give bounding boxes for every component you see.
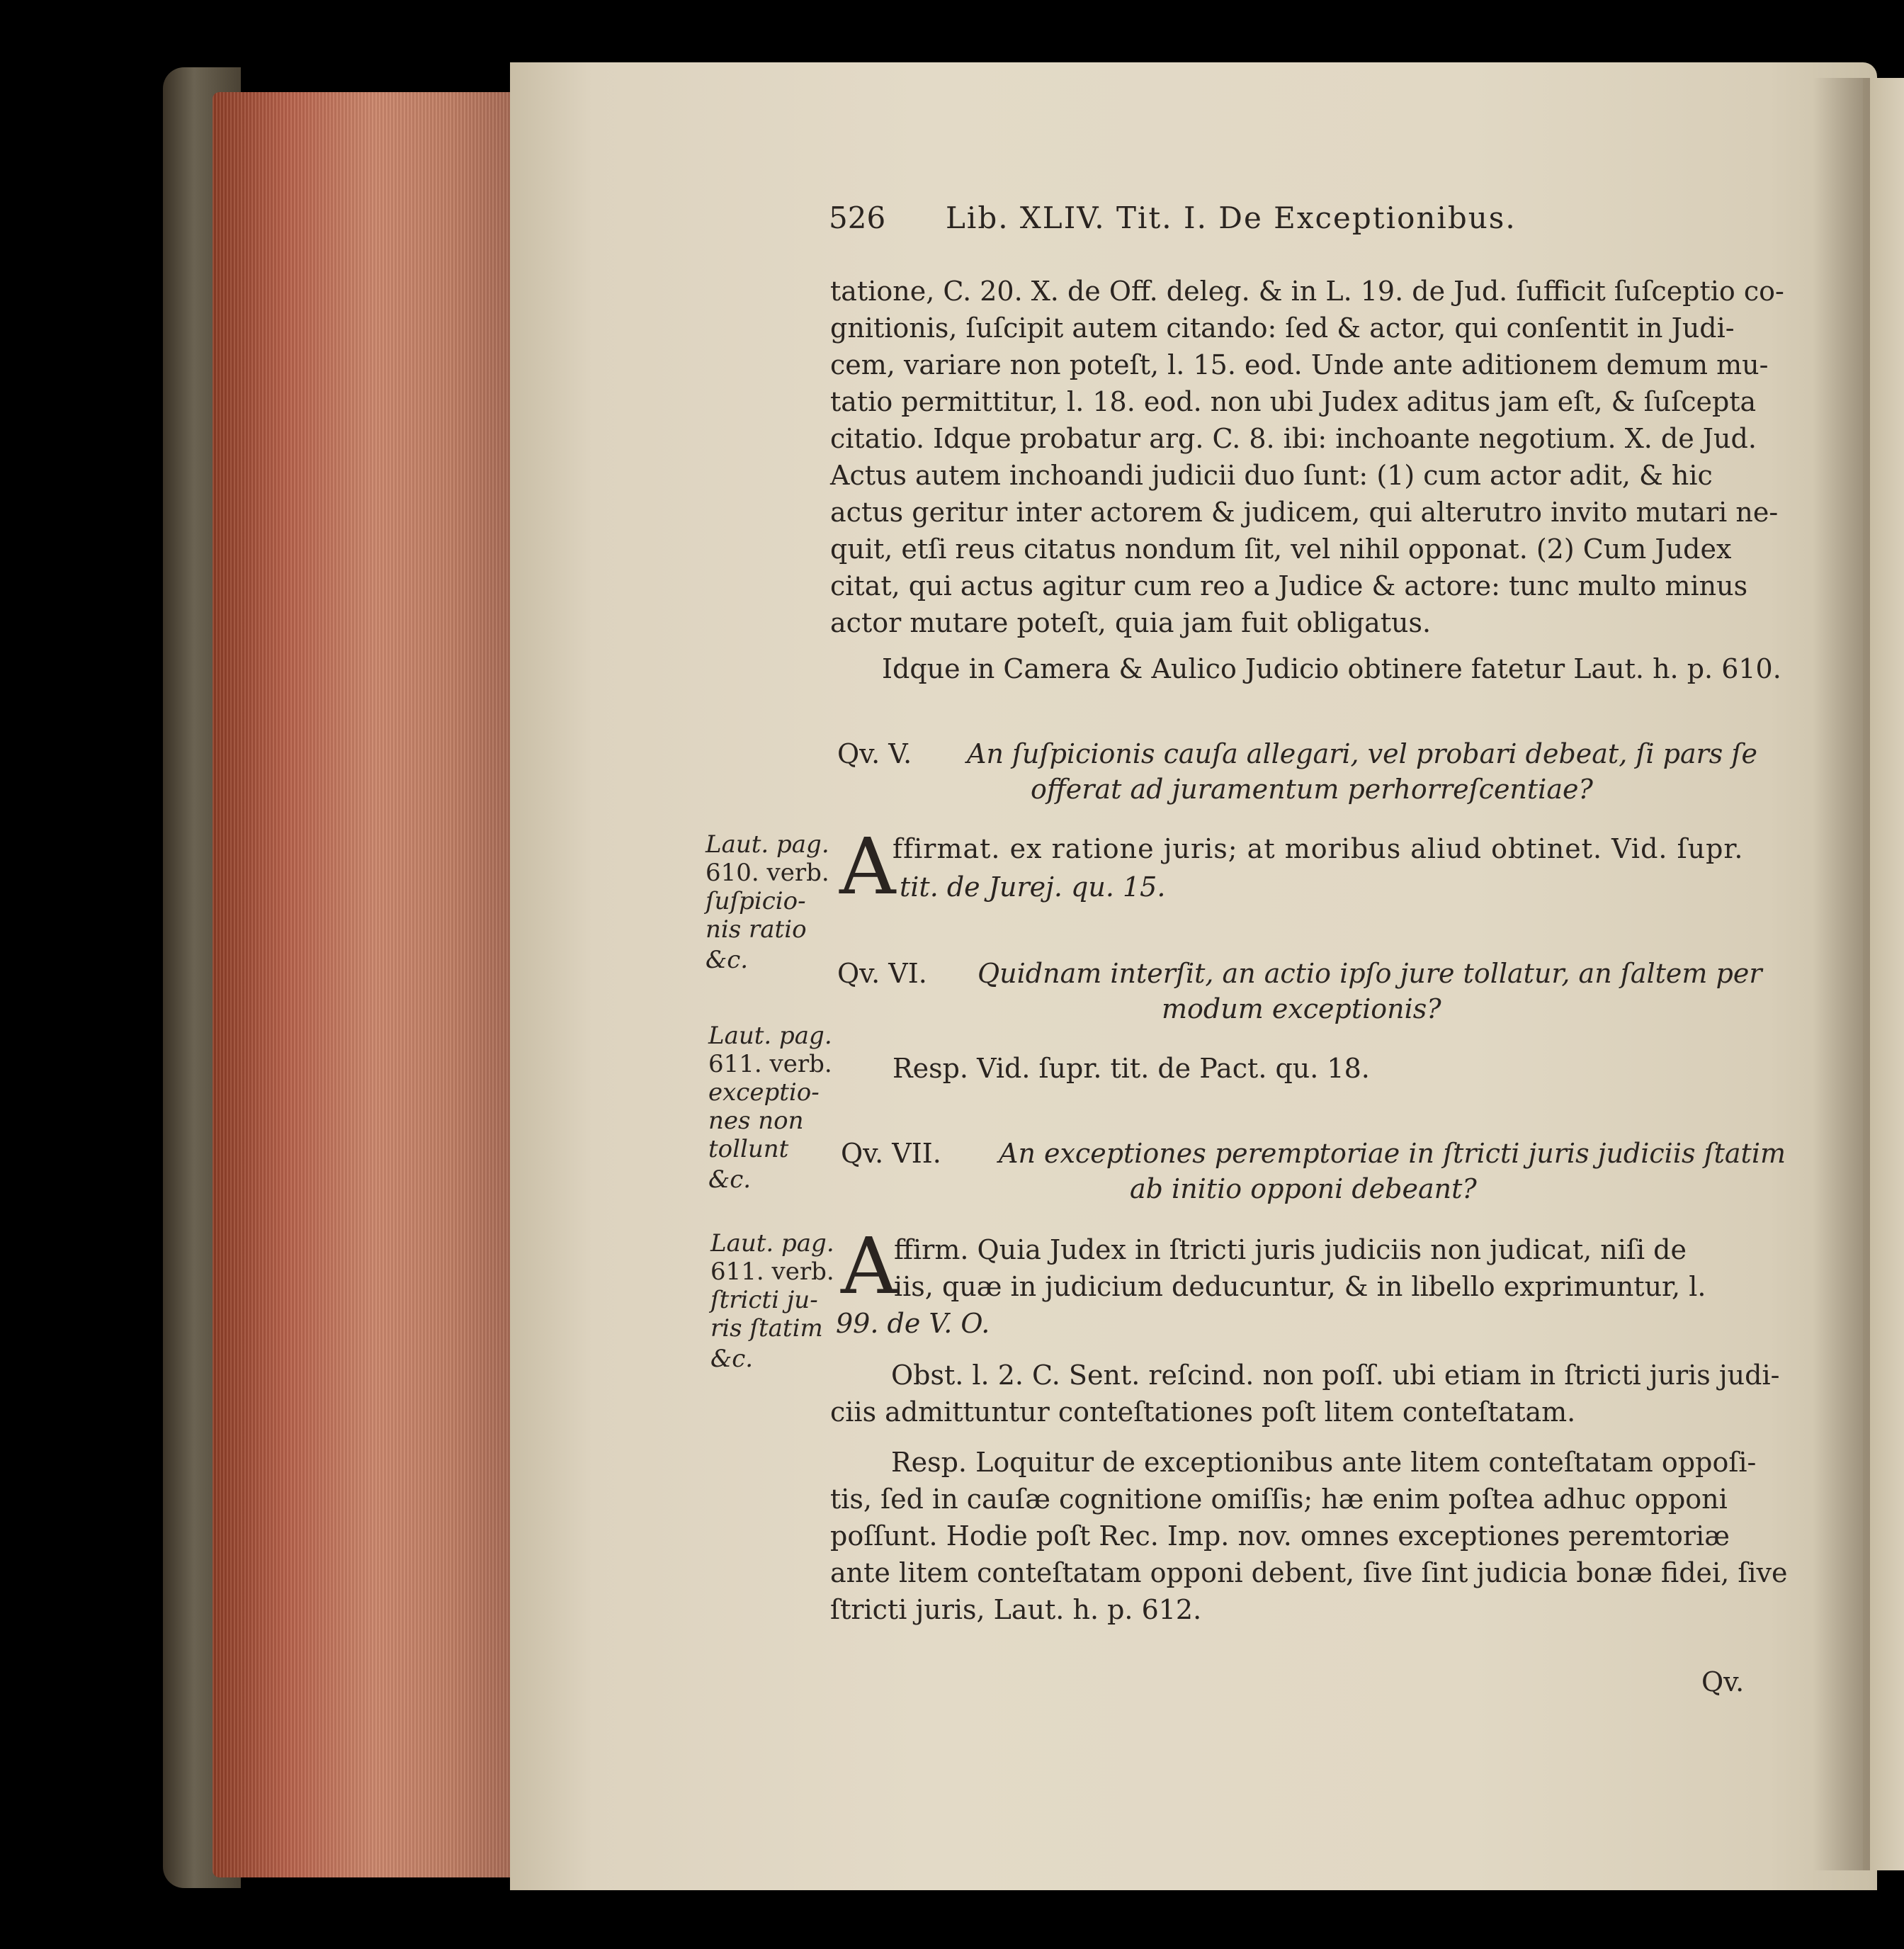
- response-text: poſſunt. Hodie poſt Rec. Imp. nov. omnes exceptiones peremtoriæ: [830, 1520, 1730, 1552]
- objection-text: ciis admittuntur conteſtationes poſt litem conteſtatam.: [830, 1396, 1576, 1428]
- drop-capital: A: [839, 821, 896, 912]
- question-label: Qv. VI.: [837, 958, 927, 989]
- response-text: Resp. Loquitur de exceptionibus ante litem conteſtatam oppoſi-: [891, 1447, 1757, 1478]
- answer-text: tit. de Jurej. qu. 15.: [900, 871, 1166, 903]
- marginal-note: 611. verb.: [710, 1258, 834, 1286]
- objection-text: Obst. l. 2. C. Sent. reſcind. non poſſ. ubi etiam in ſtricti juris judi-: [891, 1360, 1780, 1391]
- marginal-note: &c.: [710, 1345, 754, 1373]
- marginal-note: exceptio-: [708, 1078, 820, 1107]
- body-line: citatio. Idque probatur arg. C. 8. ibi: inchoante negotium. X. de Jud.: [830, 423, 1757, 454]
- marginal-note: Laut. pag.: [706, 830, 829, 859]
- catchword: Qv.: [1701, 1666, 1745, 1697]
- running-title: Lib. XLIV. Tit. I. De Exceptionibus.: [946, 200, 1517, 235]
- page-number: 526: [829, 200, 886, 235]
- response-text: ſtricti juris, Laut. h. p. 612.: [830, 1594, 1202, 1625]
- answer-text: iis, quæ in judicium deducuntur, & in libello exprimuntur, l.: [894, 1271, 1706, 1302]
- question-text: Quidnam interſit, an actio ipſo jure tollatur, an ſaltem per: [978, 958, 1762, 989]
- question-text: ab initio opponi debeant?: [1130, 1173, 1477, 1204]
- marginal-note: ris ſtatim: [710, 1314, 823, 1343]
- response-text: Resp. Vid. ſupr. tit. de Pact. qu. 18.: [892, 1053, 1370, 1084]
- body-line: tatio permittitur, l. 18. eod. non ubi Judex aditus jam eſt, & ſuſcepta: [830, 386, 1757, 417]
- marginal-note: Laut. pag.: [708, 1022, 832, 1050]
- marginal-note: nis ratio: [706, 915, 807, 944]
- drop-capital: A: [841, 1221, 897, 1311]
- paragraph-camera: Idque in Camera & Aulico Judicio obtinere fatetur Laut. h. p. 610.: [882, 653, 1781, 684]
- marginal-note: &c.: [706, 946, 749, 974]
- response-text: tis, ſed in cauſæ cognitione omiſſis; hæ enim poſtea adhuc opponi: [830, 1484, 1728, 1515]
- body-line: citat, qui actus agitur cum reo a Judice & actore: tunc multo minus: [830, 570, 1748, 601]
- marginal-note: Laut. pag.: [710, 1229, 834, 1258]
- answer-text: ffirm. Quia Judex in ſtricti juris judiciis non judicat, niſi de: [894, 1234, 1687, 1265]
- body-line: actor mutare poteſt, quia jam fuit obligatus.: [830, 607, 1432, 638]
- marginal-note: ſtricti ju-: [710, 1286, 818, 1314]
- marginal-note: tollunt: [708, 1135, 789, 1163]
- marginal-note: ſuſpicio-: [706, 887, 806, 915]
- question-text: An exceptiones peremptoriae in ſtricti juris judiciis ſtatim: [999, 1138, 1786, 1169]
- body-line: gnitionis, ſuſcipit autem citando: ſed & actor, qui conſentit in Judi-: [830, 312, 1735, 344]
- question-label: Qv. V.: [837, 738, 912, 769]
- body-line: Actus autem inchoandi judicii duo ſunt: (1) cum actor adit, & hic: [830, 460, 1713, 491]
- question-text: An ſuſpicionis cauſa allegari, vel probari debeat, ſi pars ſe: [967, 738, 1757, 769]
- question-text: offerat ad juramentum perhorreſcentiae?: [1031, 774, 1593, 805]
- question-label: Qv. VII.: [841, 1138, 941, 1169]
- body-line: tatione, C. 20. X. de Off. deleg. & in L. 19. de Jud. ſufficit ſuſceptio co-: [830, 276, 1784, 307]
- page-edges: [212, 92, 510, 1877]
- body-line: actus geritur inter actorem & judicem, qui alterutro invito mutari ne-: [830, 497, 1779, 528]
- answer-text: 99. de V. O.: [836, 1308, 990, 1339]
- gutter-shadow: [1813, 78, 1870, 1870]
- marginal-note: 611. verb.: [708, 1050, 832, 1078]
- marginal-note: 610. verb.: [706, 859, 829, 887]
- body-line: quit, etſi reus citatus nondum ſit, vel nihil opponat. (2) Cum Judex: [830, 533, 1732, 565]
- question-text: modum exceptionis?: [1162, 993, 1441, 1024]
- marginal-note: nes non: [708, 1107, 804, 1135]
- response-text: ante litem conteſtatam opponi debent, ſive ſint judicia bonæ fidei, ſive: [830, 1557, 1788, 1588]
- answer-text: ffirmat. ex ratione juris; at moribus aliud obtinet. Vid. ſupr.: [892, 833, 1744, 864]
- body-line: cem, variare non poteſt, l. 15. eod. Unde ante aditionem demum mu-: [830, 349, 1769, 380]
- marginal-note: &c.: [708, 1165, 752, 1194]
